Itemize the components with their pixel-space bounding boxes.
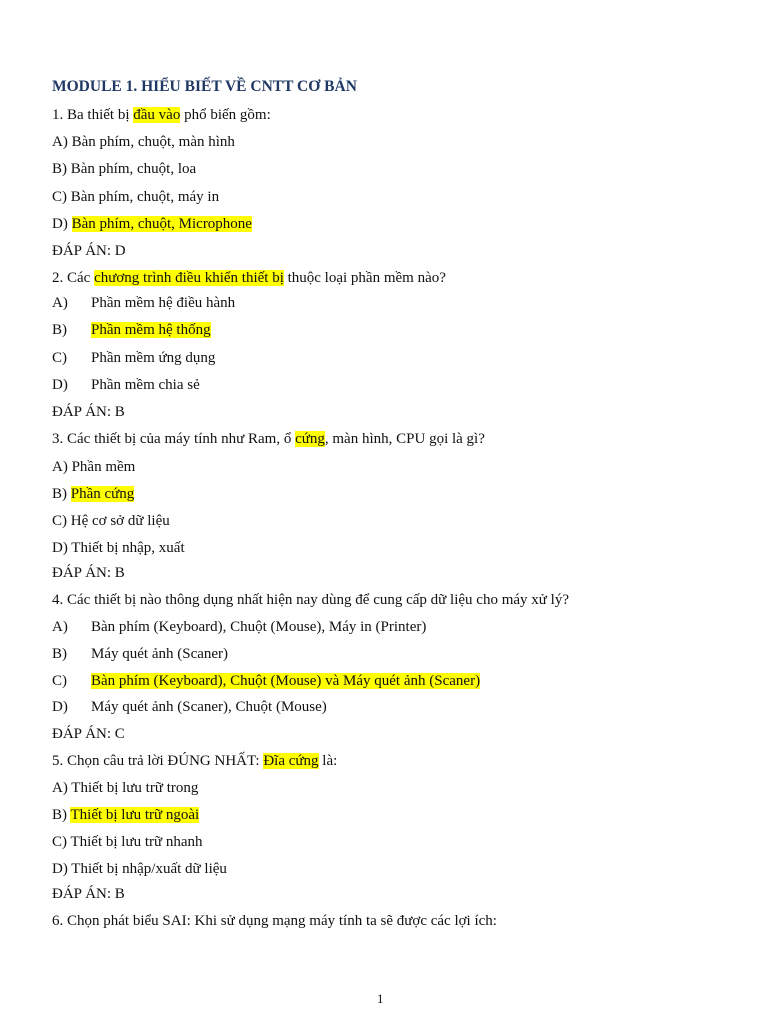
q5-option-b-highlight: Thiết bị lưu trữ ngoài xyxy=(70,807,200,823)
question-1-text-end: phổ biến gồm: xyxy=(180,107,271,123)
q2-option-b xyxy=(52,321,211,339)
question-3 xyxy=(52,430,485,448)
q2-option-a-letter: A) xyxy=(52,295,68,311)
q2-option-d xyxy=(52,376,200,394)
q3-option-b-highlight: Phần cứng xyxy=(70,486,135,502)
q2-option-b-letter: B) xyxy=(52,322,67,338)
q4-option-a-letter: A) xyxy=(52,619,68,635)
q5-option-a: A) Thiết bị lưu trữ trong xyxy=(52,780,199,796)
q2-option-a-text: Phần mềm hệ điều hành xyxy=(91,295,236,311)
question-3-highlight: cứng xyxy=(295,431,325,447)
q1-option-d-letter: D) xyxy=(52,216,72,232)
q1-option-b: B) Bàn phím, chuột, loa xyxy=(52,161,197,177)
q2-option-a xyxy=(52,294,235,312)
q4-answer: ĐÁP ÁN: C xyxy=(52,726,125,742)
question-3-text-start: 3. Các thiết bị của máy tính như Ram, ổ xyxy=(52,431,296,447)
module-heading: MODULE 1. HIỂU BIẾT VỀ CNTT CƠ BẢN xyxy=(52,78,357,95)
q4-option-d-letter: D) xyxy=(52,699,68,715)
q1-option-c: C) Bàn phím, chuột, máy in xyxy=(52,189,220,205)
question-2-text-end: thuộc loại phần mềm nào? xyxy=(283,270,446,286)
q4-option-a-text: Bàn phím (Keyboard), Chuột (Mouse), Máy in (Printer) xyxy=(91,619,427,635)
q4-option-b xyxy=(52,645,228,663)
q3-option-b xyxy=(52,485,134,503)
q5-option-b xyxy=(52,806,199,824)
q1-answer: ĐÁP ÁN: D xyxy=(52,243,126,259)
q2-option-d-text: Phần mềm chia sẻ xyxy=(91,377,200,393)
q2-option-c-text: Phần mềm ứng dụng xyxy=(91,350,216,366)
q1-option-a: A) Bàn phím, chuột, màn hình xyxy=(52,134,235,150)
q3-option-b-letter: B) xyxy=(52,486,71,502)
page-number: 1 xyxy=(377,991,384,1006)
question-6: 6. Chọn phát biểu SAI: Khi sử dụng mạng máy tính ta sẽ được các lợi ích: xyxy=(52,913,497,929)
q2-option-c xyxy=(52,349,215,367)
question-5 xyxy=(52,752,337,770)
q4-option-b-text: Máy quét ảnh (Scaner) xyxy=(91,646,229,662)
q5-option-b-letter: B) xyxy=(52,807,71,823)
q4-option-c xyxy=(52,672,480,690)
q3-option-a: A) Phần mềm xyxy=(52,459,136,475)
question-5-text-start: 5. Chọn câu trả lời ĐÚNG NHẤT: xyxy=(52,753,264,769)
q2-option-c-letter: C) xyxy=(52,350,67,366)
q1-option-d xyxy=(52,215,252,233)
q3-answer: ĐÁP ÁN: B xyxy=(52,565,125,581)
question-5-highlight: Đĩa cứng xyxy=(263,753,319,769)
question-1 xyxy=(52,106,271,124)
q4-option-c-letter: C) xyxy=(52,673,67,689)
question-2-text-start: 2. Các xyxy=(52,270,95,286)
q3-option-d: D) Thiết bị nhập, xuất xyxy=(52,540,185,556)
question-3-text-end: , màn hình, CPU gọi là gì? xyxy=(324,431,485,447)
q5-answer: ĐÁP ÁN: B xyxy=(52,886,125,902)
q3-option-c: C) Hệ cơ sở dữ liệu xyxy=(52,513,170,529)
q4-option-b-letter: B) xyxy=(52,646,67,662)
question-4: 4. Các thiết bị nào thông dụng nhất hiện nay dùng để cung cấp dữ liệu cho máy xử lý? xyxy=(52,592,569,608)
q4-option-c-text: Bàn phím (Keyboard), Chuột (Mouse) và Máy quét ảnh (Scaner) xyxy=(91,673,481,689)
q4-option-a xyxy=(52,618,426,636)
q5-option-d: D) Thiết bị nhập/xuất dữ liệu xyxy=(52,861,227,877)
question-2-highlight: chương trình điều khiển thiết bị xyxy=(94,270,284,286)
question-1-text-start: 1. Ba thiết bị xyxy=(52,107,134,123)
q4-option-d-text: Máy quét ảnh (Scaner), Chuột (Mouse) xyxy=(91,699,327,715)
question-5-text-end: là: xyxy=(318,753,338,769)
q4-option-d xyxy=(52,698,327,716)
q2-option-b-text: Phần mềm hệ thống xyxy=(91,322,211,338)
q1-option-d-highlight: Bàn phím, chuột, Microphone xyxy=(71,216,252,232)
q2-option-d-letter: D) xyxy=(52,377,68,393)
question-1-highlight: đầu vào xyxy=(133,107,181,123)
q5-option-c: C) Thiết bị lưu trữ nhanh xyxy=(52,834,203,850)
q2-answer: ĐÁP ÁN: B xyxy=(52,404,125,420)
question-2 xyxy=(52,269,446,287)
